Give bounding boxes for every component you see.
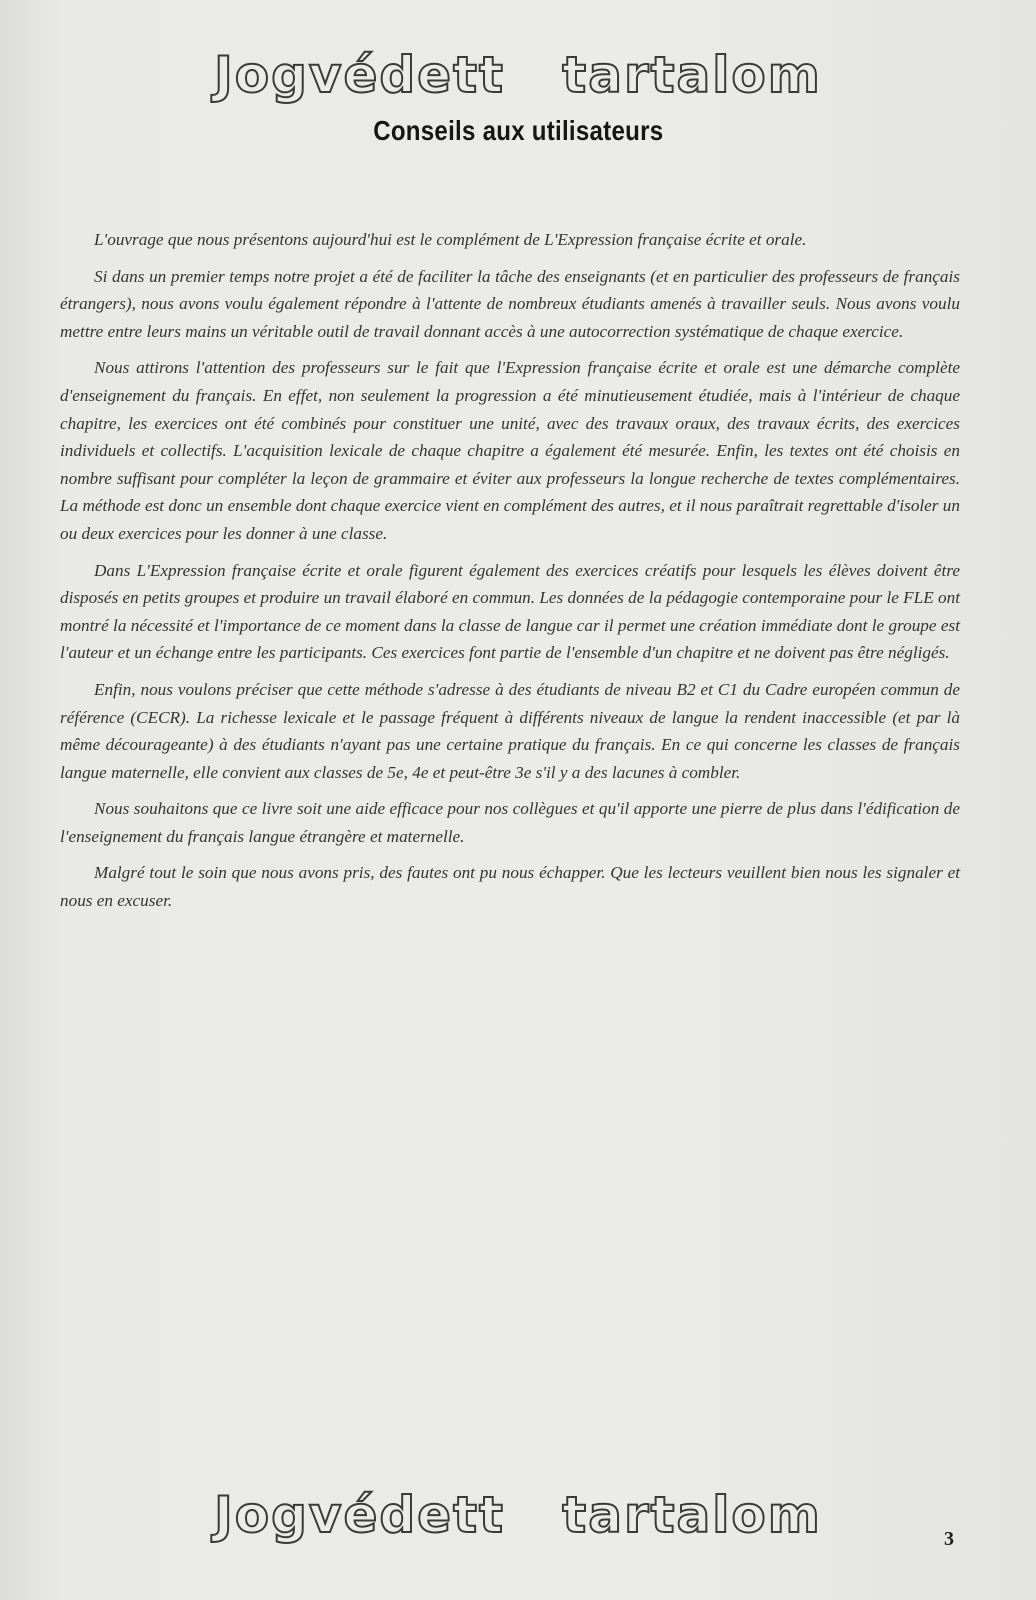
paragraph-3: Nous attirons l'attention des professeurs sur le fait que l'Expression française écrite et orale est une démarche complète d'enseignement du français. En effet, non seulement la progression a été minutieusement étudiée, mais à l'intérieur de chaque chapitre, les exercices ont été combinés pour constituer une unité, avec des travaux oraux, des travaux écrits, des exercices individuels et collectifs. L'acquisition lexicale de chaque chapitre a également été mesurée. Enfin, les textes ont été choisis en nombre suffisant pour compléter la leçon de grammaire et éviter aux professeurs la longue recherche de textes complémentaires. La méthode est donc un ensemble dont chaque exercice vient en complément des autres, et il nous paraîtrait regrettable d'isoler un ou deux exercices pour les donner à une classe. (60, 358, 960, 543)
body-text (60, 226, 960, 924)
watermark-top: Jogvédett tartalom (214, 46, 822, 104)
paragraph-6: Nous souhaitons que ce livre soit une aide efficace pour nos collègues et qu'il apporte une pierre de plus dans l'édification de l'enseignement du français langue étrangère et maternelle. (60, 799, 960, 846)
page-number: 3 (944, 1528, 954, 1550)
paragraph-2: Si dans un premier temps notre projet a été de faciliter la tâche des enseignants (et en particulier des professeurs de français étrangers), nous avons voulu également répondre à l'attente de nombreux étudiants amenés à travailler seuls. Nous avons voulu mettre entre leurs mains un véritable outil de travail donnant accès à une autocorrection systématique de chaque exercice. (60, 266, 960, 341)
paragraph-5: Enfin, nous voulons préciser que cette méthode s'adresse à des étudiants de niveau B2 et C1 du Cadre européen commun de référence (CECR). La richesse lexicale et le passage fréquent à différents niveaux de langue la rendent inaccessible (et par là même décourageante) à des étudiants n'ayant pas une certaine pratique du français. En ce qui concerne les classes de français langue maternelle, elle convient aux classes de 5e, 4e et peut-être 3e s'il y a des lacunes à combler. (60, 679, 960, 782)
watermark-bottom: Jogvédett tartalom (214, 1486, 822, 1544)
paragraph-7: Malgré tout le soin que nous avons pris, des fautes ont pu nous échapper. Que les lecteurs veuillent bien nous les signaler et nous en excuser. (60, 863, 960, 911)
paragraph-1: L'ouvrage que nous présentons aujourd'hui est le complément de L'Expression française écrite et orale. (94, 230, 807, 249)
page-title: Conseils aux utilisateurs (373, 115, 664, 146)
paragraph-4: Dans L'Expression française écrite et orale figurent également des exercices créatifs pour lesquels les élèves doivent être disposés en petits groupes et produire un travail élaboré en commun. Les données de la pédagogie contemporaine pour le FLE ont montré la nécessité et l'importance de ce moment dans la classe de langue car il permet une création immédiate dont le groupe est l'auteur et un échange entre les participants. Ces exercices font partie de l'ensemble d'un chapitre et ne doivent pas être négligés. (60, 560, 960, 663)
